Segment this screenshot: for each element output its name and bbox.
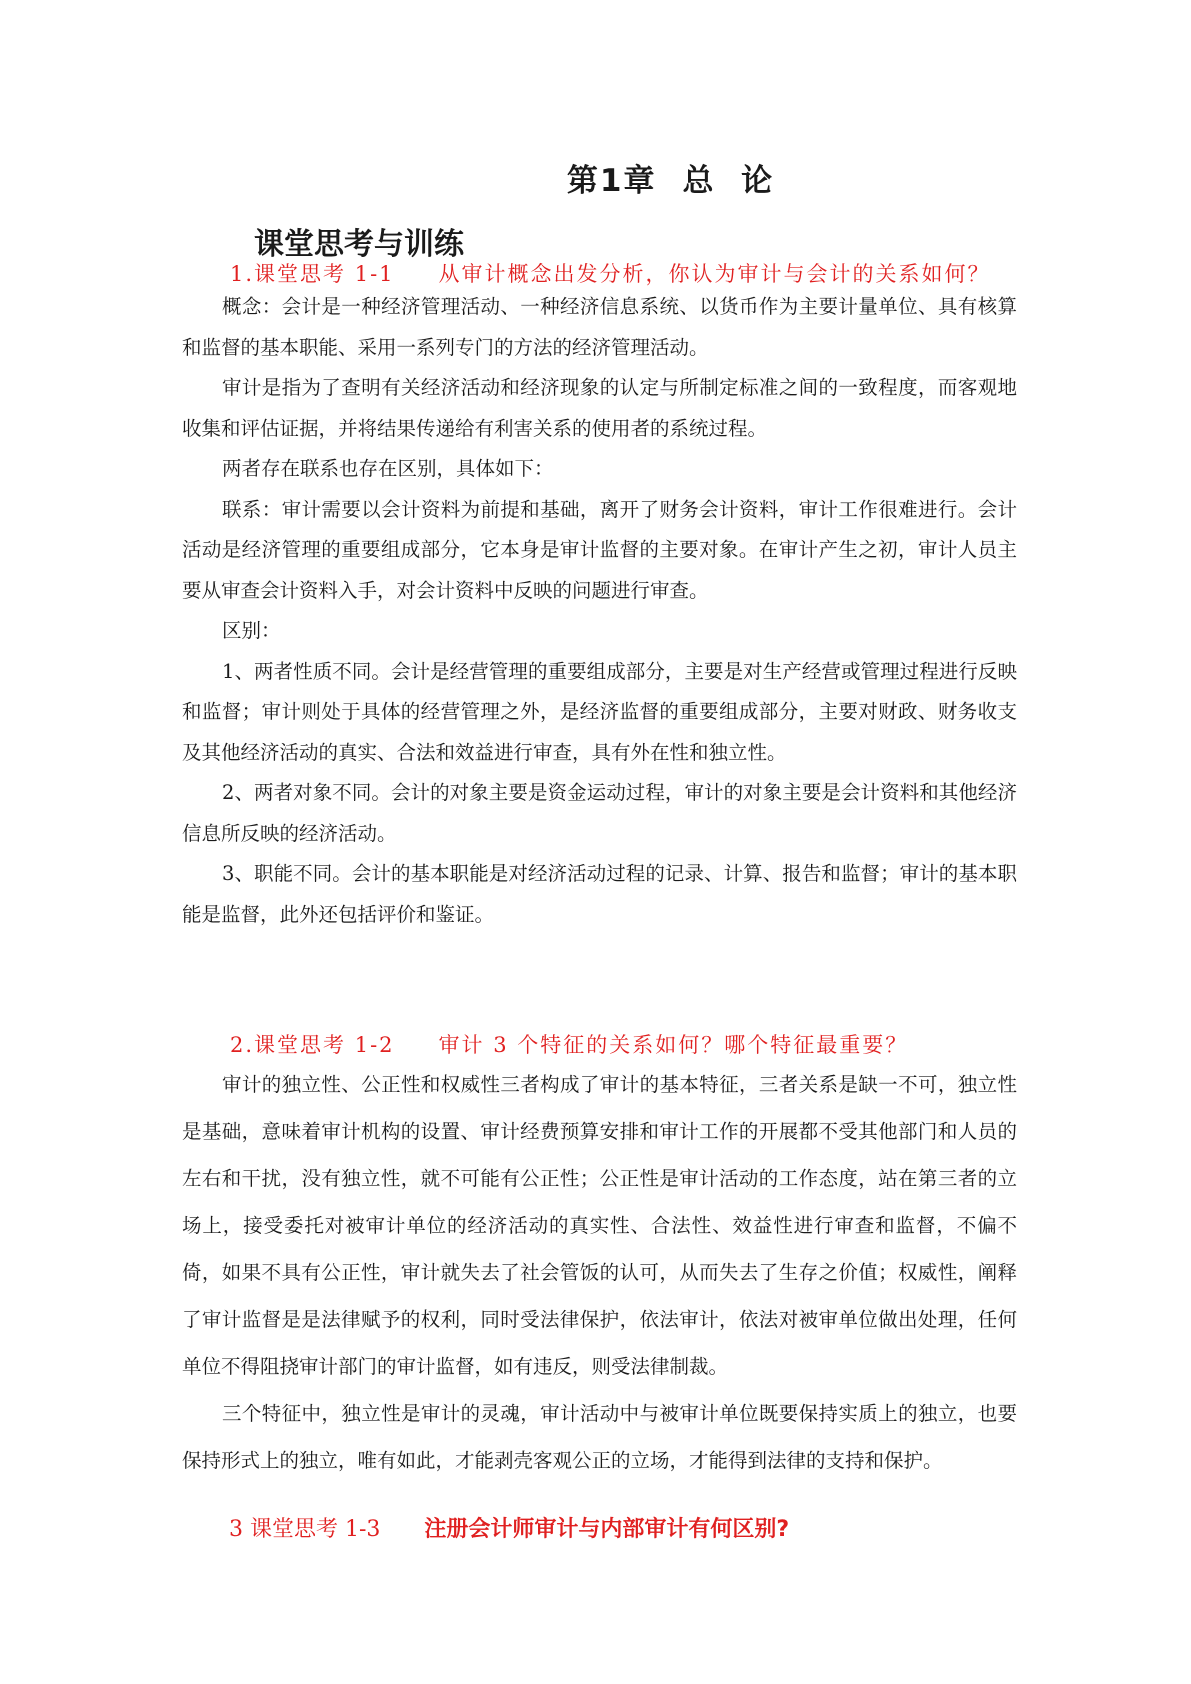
paragraph: 区别： xyxy=(222,619,281,642)
paragraph: 审计的独立性、公正性和权威性三者构成了审计的基本特征，三者关系是缺一不可，独立性是基础，意味着审计机构的设置、审计经费预算安排和审计工作的开展都不受其他部门和人员的左右和干扰，没有独立性，就不可能有公正性；公正性是审计活动的工作态度，站在第三者的立场上，接受委托对被审计单位的经济活动的真实性、合法性、效益性进行审查和监督，不偏不倚，如果不具有公正性，审计就失去了社会管饭的认可，从而失去了生存之价值；权威性，阐释了审计监督是是法律赋予的权利，同时受法律保护，依法审计，依法对被审单位做出处理，任何单位不得阻挠审计部门的审计监督，如有违反，则受法律制裁。 xyxy=(182,1073,1017,1378)
chapter-title xyxy=(0,155,1191,200)
paragraph: 审计是指为了查明有关经济活动和经济现象的认定与所制定标准之间的一致程度，而客观地收集和评估证据，并将结果传递给有利害关系的使用者的系统过程。 xyxy=(182,376,1017,440)
question-3-heading xyxy=(229,1512,789,1543)
paragraph: 1、两者性质不同。会计是经营管理的重要组成部分，主要是对生产经营或管理过程进行反映和监督；审计则处于具体的经营管理之外，是经济监督的重要组成部分，主要对财政、财务收支及其他经济活动的真实、合法和效益进行审查，具有外在性和独立性。 xyxy=(182,659,1017,764)
question-2-number: 2.课堂思考 1-2 xyxy=(230,1033,395,1057)
question-3-number: 3 课堂思考 1-3 xyxy=(229,1517,381,1542)
paragraph: 3、职能不同。会计的基本职能是对经济活动过程的记录、计算、报告和监督；审计的基本职能是监督，此外还包括评价和鉴证。 xyxy=(182,862,1017,926)
paragraph: 三个特征中，独立性是审计的灵魂，审计活动中与被审计单位既要保持实质上的独立，也要保持形式上的独立，唯有如此，才能剥壳客观公正的立场，才能得到法律的支持和保护。 xyxy=(182,1402,1017,1472)
paragraph: 2、两者对象不同。会计的对象主要是资金运动过程，审计的对象主要是会计资料和其他经济信息所反映的经济活动。 xyxy=(182,781,1017,845)
question-1-text: 从审计概念出发分析，你认为审计与会计的关系如何？ xyxy=(438,262,991,286)
question-1-heading xyxy=(230,258,991,288)
paragraph: 概念：会计是一种经济管理活动、一种经济信息系统、以货币作为主要计量单位、具有核算和监督的基本职能、采用一系列专门的方法的经济管理活动。 xyxy=(182,295,1017,359)
question-3-text: 注册会计师审计与内部审计有何区别? xyxy=(424,1517,790,1542)
question-1-number: 1.课堂思考 1-1 xyxy=(230,262,395,286)
question-2-answer xyxy=(182,1061,1017,1484)
paragraph: 两者存在联系也存在区别，具体如下： xyxy=(222,457,554,480)
paragraph: 联系：审计需要以会计资料为前提和基础，离开了财务会计资料，审计工作很难进行。会计活动是经济管理的重要组成部分，它本身是审计监督的主要对象。在审计产生之初，审计人员主要从审查会计资料入手，对会计资料中反映的问题进行审查。 xyxy=(182,497,1017,602)
question-1-answer xyxy=(182,287,1017,935)
question-2-text: 审计 3 个特征的关系如何？哪个特征最重要？ xyxy=(438,1033,909,1057)
chapter-number: 第1章 xyxy=(566,163,657,199)
section-title: 课堂思考与训练 xyxy=(254,227,464,262)
chapter-name: 总 论 xyxy=(682,163,775,199)
question-2-heading xyxy=(230,1029,908,1059)
